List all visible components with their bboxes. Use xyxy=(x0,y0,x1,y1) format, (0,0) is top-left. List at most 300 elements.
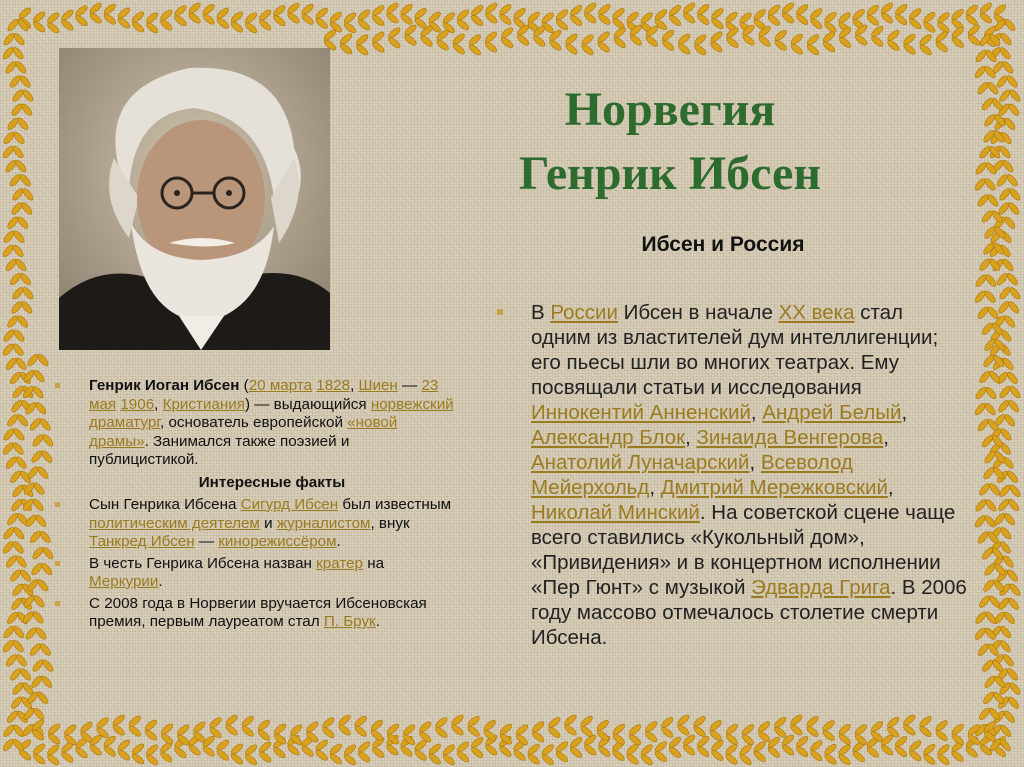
leaf-icon xyxy=(870,35,885,49)
leaf-icon xyxy=(442,11,457,25)
leaf-icon xyxy=(305,730,320,744)
leaf-icon xyxy=(131,752,146,766)
leaf-icon xyxy=(983,113,997,128)
leaf-icon xyxy=(988,540,1002,555)
leaf-icon xyxy=(6,413,20,428)
leaf-icon xyxy=(981,322,995,337)
leaf-icon xyxy=(484,11,499,25)
leaf-icon xyxy=(1003,512,1017,527)
leaf-icon xyxy=(991,434,1005,449)
link-crater[interactable]: кратер xyxy=(316,554,364,572)
leaf-icon xyxy=(998,441,1012,456)
leaf-icon xyxy=(117,6,132,20)
text-span: — xyxy=(397,377,422,394)
link-mercury[interactable]: Меркурии xyxy=(89,573,159,590)
leaf-icon xyxy=(11,286,25,301)
leaf-icon xyxy=(40,674,54,689)
leaf-icon xyxy=(74,14,89,28)
leaf-icon xyxy=(993,562,1007,577)
leaf-icon xyxy=(22,481,36,496)
leaf-icon xyxy=(979,1,994,15)
leaf-icon xyxy=(989,526,1003,541)
leaf-icon xyxy=(427,20,442,34)
leaf-icon xyxy=(21,385,35,400)
leaf-icon xyxy=(805,715,820,729)
link-meyerhold[interactable]: Всеволод Мейерхольд xyxy=(531,451,853,499)
leaf-icon xyxy=(399,3,414,17)
leaf-icon xyxy=(724,10,739,24)
leaf-icon xyxy=(991,322,1005,337)
leaf-icon xyxy=(14,159,28,174)
leaf-icon xyxy=(1,145,15,160)
leaf-icon xyxy=(973,514,987,529)
leaf-icon xyxy=(483,729,498,743)
leaf-icon xyxy=(902,42,917,56)
leaf-icon xyxy=(21,681,35,696)
leaf-icon xyxy=(516,23,531,37)
leaf-icon xyxy=(767,3,782,17)
link-skien[interactable]: Шиен xyxy=(358,377,398,394)
link-sigurd[interactable]: Сигурд Ибсен xyxy=(240,496,339,513)
leaf-icon xyxy=(32,481,46,496)
leaf-icon xyxy=(668,14,683,28)
text-span: . xyxy=(158,573,163,590)
leaf-icon xyxy=(738,743,753,757)
link-new-drama[interactable]: «новой драмы» xyxy=(89,414,398,450)
leaf-icon xyxy=(951,26,966,40)
leaf-icon xyxy=(10,597,24,612)
leaf-icon xyxy=(46,753,61,767)
leaf-icon xyxy=(988,33,1002,48)
leaf-icon xyxy=(22,369,36,384)
leaf-icon xyxy=(1008,187,1022,202)
leaf-icon xyxy=(385,733,400,747)
leaf-icon xyxy=(201,12,216,26)
leaf-icon xyxy=(983,730,998,744)
leaf-icon xyxy=(102,744,117,758)
leaf-icon xyxy=(894,13,909,27)
leaf-icon xyxy=(993,117,1007,132)
leaf-icon xyxy=(984,273,998,288)
leaf-icon xyxy=(880,11,895,25)
leaf-icon xyxy=(63,733,78,747)
leaf-icon xyxy=(88,733,103,747)
leaf-icon xyxy=(569,4,584,18)
leaf-icon xyxy=(823,753,838,767)
link-russia[interactable]: России xyxy=(550,301,618,324)
leaf-icon xyxy=(612,732,627,746)
leaf-icon xyxy=(16,215,30,230)
link-grieg[interactable]: Эдварда Грига xyxy=(751,576,891,599)
leaf-icon xyxy=(795,745,810,759)
leaf-icon xyxy=(399,745,414,759)
link-1828[interactable]: 1828 xyxy=(316,377,351,394)
leaf-icon xyxy=(902,713,917,727)
leaf-icon xyxy=(998,187,1012,202)
leaf-icon xyxy=(1007,399,1021,414)
link-politician[interactable]: политическим деятелем xyxy=(89,514,260,532)
leaf-icon xyxy=(36,578,50,593)
leaf-icon xyxy=(18,173,32,188)
leaf-icon xyxy=(2,328,16,343)
leaf-icon xyxy=(329,20,344,34)
leaf-icon xyxy=(20,597,34,612)
leaf-icon xyxy=(995,173,1009,188)
leaf-icon xyxy=(710,739,725,753)
link-tancred[interactable]: Танкред Ибсен xyxy=(89,533,195,550)
leaf-icon xyxy=(708,729,723,743)
leaf-icon xyxy=(983,225,997,240)
leaf-icon xyxy=(28,417,42,432)
leaf-icon xyxy=(886,39,901,53)
leaf-icon xyxy=(806,33,821,47)
leaf-icon xyxy=(983,514,997,529)
leaf-icon xyxy=(31,385,45,400)
leaf-icon xyxy=(117,16,132,30)
leaf-icon xyxy=(14,60,28,75)
leaf-icon xyxy=(757,720,772,734)
leaf-icon xyxy=(612,722,627,736)
leaf-icon xyxy=(709,30,724,44)
leaf-icon xyxy=(4,258,18,273)
leaf-icon xyxy=(986,530,1000,545)
leaf-icon xyxy=(645,24,660,38)
leaf-icon xyxy=(993,18,1007,33)
leaf-icon xyxy=(986,81,1000,96)
leaf-icon xyxy=(88,743,103,757)
leaf-icon xyxy=(244,753,259,767)
leaf-icon xyxy=(999,32,1013,47)
leaf-icon xyxy=(644,730,659,744)
leaf-icon xyxy=(2,32,16,47)
leaf-icon xyxy=(2,738,16,753)
leaf-icon xyxy=(806,43,821,57)
leaf-icon xyxy=(725,732,740,746)
link-playwright[interactable]: драматург xyxy=(89,414,160,431)
leaf-icon xyxy=(738,753,753,767)
leaf-icon xyxy=(989,738,1003,753)
leaf-icon xyxy=(32,742,47,756)
leaf-icon xyxy=(998,342,1012,357)
leaf-icon xyxy=(995,74,1009,89)
leaf-icon xyxy=(31,497,45,512)
leaf-icon xyxy=(988,707,1002,722)
leaf-icon xyxy=(38,417,52,432)
link-journalist[interactable]: журналистом xyxy=(276,514,371,532)
facts-heading: Интересные факты xyxy=(198,473,346,491)
leaf-icon xyxy=(427,10,442,24)
leaf-icon xyxy=(442,743,457,757)
leaf-icon xyxy=(468,43,483,57)
leaf-icon xyxy=(611,739,626,753)
leaf-icon xyxy=(992,129,1006,144)
russia-paragraph xyxy=(497,300,967,650)
leaf-icon xyxy=(555,18,570,32)
leaf-icon xyxy=(984,386,998,401)
leaf-icon xyxy=(26,578,40,593)
leaf-icon xyxy=(999,625,1013,640)
leaf-icon xyxy=(661,28,676,42)
leaf-icon xyxy=(47,732,62,746)
leaf-icon xyxy=(682,743,697,757)
leaf-icon xyxy=(991,554,1005,569)
leaf-icon xyxy=(9,469,23,484)
leaf-icon xyxy=(1005,74,1019,89)
link-1906[interactable]: 1906 xyxy=(120,395,155,413)
leaf-icon xyxy=(781,733,796,747)
leaf-icon xyxy=(74,746,89,760)
leaf-icon xyxy=(499,732,514,746)
leaf-icon xyxy=(974,498,988,513)
link-norwegian[interactable]: норвежский xyxy=(370,395,454,413)
leaf-icon xyxy=(993,225,1007,240)
leaf-icon xyxy=(982,354,996,369)
leaf-icon xyxy=(668,746,683,760)
leaf-icon xyxy=(809,749,824,763)
biography-block xyxy=(55,377,455,635)
leaf-icon xyxy=(982,578,996,593)
leaf-icon xyxy=(314,738,329,752)
leaf-icon xyxy=(466,725,481,739)
leaf-icon xyxy=(371,30,386,44)
leaf-icon xyxy=(1001,60,1015,75)
leaf-icon xyxy=(597,3,612,17)
link-minsky[interactable]: Николай Минский xyxy=(531,501,700,524)
leaf-icon xyxy=(31,433,45,448)
leaf-icon xyxy=(993,735,1008,749)
leaf-icon xyxy=(300,744,315,758)
leaf-icon xyxy=(677,32,692,46)
leaf-icon xyxy=(273,722,288,736)
link-blok[interactable]: Александр Блок xyxy=(531,426,686,449)
leaf-icon xyxy=(964,3,979,17)
link-christiania[interactable]: Кристиания xyxy=(162,395,245,413)
leaf-icon xyxy=(548,38,563,52)
link-lunacharsky[interactable]: Анатолий Луначарский xyxy=(531,451,750,474)
leaf-icon xyxy=(240,714,255,728)
leaf-icon xyxy=(693,43,708,57)
leaf-icon xyxy=(8,74,22,89)
link-death-date[interactable]: 23 мая xyxy=(89,377,439,413)
leaf-icon xyxy=(18,74,32,89)
leaf-icon xyxy=(173,736,188,750)
leaf-icon xyxy=(22,594,36,609)
leaf-icon xyxy=(176,733,191,747)
bullet-icon xyxy=(55,383,60,388)
text-span: , xyxy=(901,401,908,424)
link-peter-brook[interactable]: П. Брук xyxy=(323,613,376,630)
leaf-icon xyxy=(851,750,866,764)
leaf-icon xyxy=(19,568,33,583)
text-span: , xyxy=(883,426,889,449)
leaf-icon xyxy=(18,6,33,20)
leaf-icon xyxy=(976,81,990,96)
leaf-icon xyxy=(639,753,654,767)
leaf-icon xyxy=(983,338,997,353)
leaf-icon xyxy=(789,723,804,737)
leaf-icon xyxy=(36,465,50,480)
leaf-icon xyxy=(978,482,992,497)
leaf-icon xyxy=(838,36,853,50)
leaf-icon xyxy=(74,736,89,750)
leaf-icon xyxy=(26,691,40,706)
leaf-icon xyxy=(989,32,1003,47)
leaf-icon xyxy=(9,667,23,682)
leaf-icon xyxy=(403,23,418,37)
leaf-icon xyxy=(11,540,25,555)
leaf-icon xyxy=(20,498,34,513)
text-span: на xyxy=(363,554,385,572)
leaf-icon xyxy=(532,34,547,48)
leaf-icon xyxy=(741,733,756,747)
leaf-icon xyxy=(724,742,739,756)
leaf-icon xyxy=(639,743,654,757)
leaf-icon xyxy=(187,733,202,747)
leaf-icon xyxy=(173,746,188,760)
leaf-icon xyxy=(696,735,711,749)
leaf-icon xyxy=(918,725,933,739)
leaf-icon xyxy=(978,707,992,722)
link-20th-century[interactable]: XX века xyxy=(778,301,855,324)
leaf-icon xyxy=(41,546,55,561)
leaf-icon xyxy=(6,215,20,230)
leaf-icon xyxy=(10,102,24,117)
leaf-icon xyxy=(974,49,988,64)
leaf-icon xyxy=(752,8,767,22)
leaf-icon xyxy=(692,715,707,729)
leaf-icon xyxy=(870,730,885,744)
leaf-icon xyxy=(992,241,1006,256)
leaf-icon xyxy=(4,159,18,174)
leaf-icon xyxy=(998,540,1012,555)
leaf-icon xyxy=(980,97,994,112)
leaf-icon xyxy=(851,8,866,22)
leaf-icon xyxy=(999,724,1013,739)
leaf-icon xyxy=(16,512,30,527)
leaf-icon xyxy=(11,582,25,597)
leaf-icon xyxy=(983,562,997,577)
text-span: . xyxy=(336,533,341,550)
leaf-icon xyxy=(999,526,1013,541)
text-span: В xyxy=(531,301,551,324)
leaf-icon xyxy=(979,733,994,747)
leaf-icon xyxy=(676,713,691,727)
leaf-icon xyxy=(357,18,372,32)
leaf-icon xyxy=(547,716,562,730)
leaf-icon xyxy=(978,145,992,160)
leaf-icon xyxy=(12,738,26,753)
leaf-icon xyxy=(28,530,42,545)
link-bely[interactable]: Андрей Белый xyxy=(762,401,902,424)
link-birth-date[interactable]: 20 марта xyxy=(248,377,313,394)
leaf-icon xyxy=(738,21,753,35)
leaf-icon xyxy=(973,402,987,417)
link-film-director[interactable]: кинорежиссёром xyxy=(218,533,337,550)
leaf-icon xyxy=(922,753,937,767)
leaf-icon xyxy=(992,691,1006,706)
leaf-icon xyxy=(9,568,23,583)
leaf-icon xyxy=(795,13,810,27)
leaf-icon xyxy=(11,46,25,61)
leaf-icon xyxy=(63,723,78,737)
leaf-icon xyxy=(991,159,1005,174)
leaf-icon xyxy=(1008,582,1022,597)
leaf-icon xyxy=(385,11,400,25)
leaf-icon xyxy=(997,201,1011,216)
leaf-icon xyxy=(399,735,414,749)
leaf-icon xyxy=(201,744,216,758)
leaf-icon xyxy=(1006,371,1020,386)
link-vengerova[interactable]: Зинаида Венгерова xyxy=(696,426,884,449)
leaf-icon xyxy=(822,30,837,44)
leaf-icon xyxy=(612,36,627,50)
leaf-icon xyxy=(982,129,996,144)
leaf-icon xyxy=(569,14,584,28)
leaf-icon xyxy=(564,32,579,46)
leaf-icon xyxy=(355,43,370,57)
leaf-icon xyxy=(26,465,40,480)
leaf-icon xyxy=(934,729,949,743)
leaf-icon xyxy=(983,35,998,49)
leaf-icon xyxy=(986,193,1000,208)
leaf-icon xyxy=(216,738,231,752)
leaf-icon xyxy=(60,8,75,22)
leaf-icon xyxy=(1003,413,1017,428)
leaf-icon xyxy=(5,653,19,668)
leaf-icon xyxy=(997,498,1011,513)
leaf-icon xyxy=(563,723,578,737)
leaf-icon xyxy=(4,357,18,372)
leaf-icon xyxy=(289,733,304,747)
leaf-icon xyxy=(1002,653,1016,668)
leaf-icon xyxy=(682,1,697,15)
text-span: был известным xyxy=(338,496,452,513)
portrait-icon xyxy=(59,48,330,350)
leaf-icon xyxy=(823,11,838,25)
leaf-icon xyxy=(668,736,683,750)
leaf-icon xyxy=(12,724,26,739)
leaf-icon xyxy=(991,357,1005,372)
leaf-icon xyxy=(402,733,417,747)
leaf-icon xyxy=(21,385,35,400)
leaf-icon xyxy=(541,11,556,25)
leaf-icon xyxy=(526,10,541,24)
leaf-icon xyxy=(470,14,485,28)
leaf-icon xyxy=(997,300,1011,315)
leaf-icon xyxy=(413,17,428,31)
leaf-icon xyxy=(353,724,368,738)
leaf-icon xyxy=(353,714,368,728)
leaf-icon xyxy=(483,719,498,733)
leaf-icon xyxy=(757,730,772,744)
leaf-icon xyxy=(1,244,15,259)
leaf-icon xyxy=(625,742,640,756)
leaf-icon xyxy=(484,40,499,54)
leaf-icon xyxy=(385,743,400,757)
leaf-icon xyxy=(173,14,188,28)
leaf-icon xyxy=(329,10,344,24)
leaf-icon xyxy=(752,750,767,764)
leaf-icon xyxy=(983,626,997,641)
leaf-icon xyxy=(286,733,301,747)
leaf-icon xyxy=(1006,568,1020,583)
leaf-icon xyxy=(515,733,530,747)
link-annensky[interactable]: Иннокентий Анненский xyxy=(531,401,751,424)
leaf-icon xyxy=(244,21,259,35)
link-merezhkovsky[interactable]: Дмитрий Мережковский xyxy=(660,476,888,499)
leaf-icon xyxy=(371,746,386,760)
leaf-icon xyxy=(498,735,513,749)
